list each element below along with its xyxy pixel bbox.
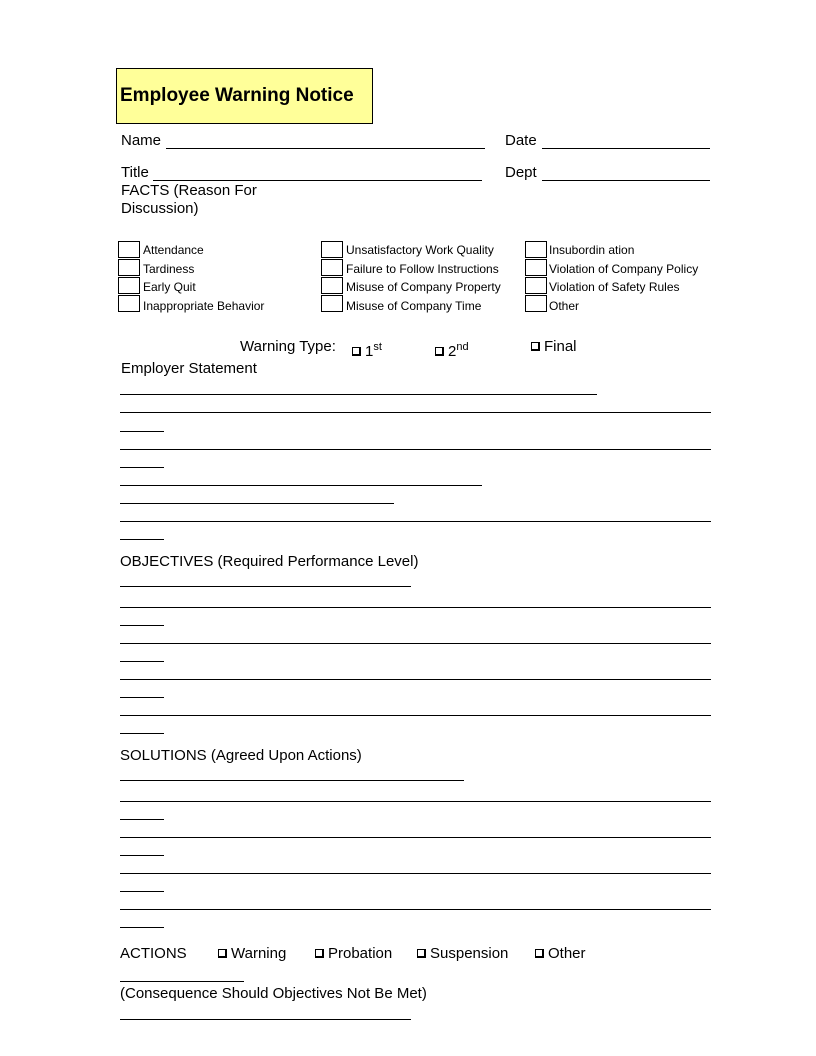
employer-statement-label: Employer Statement xyxy=(121,360,257,377)
solutions-line[interactable] xyxy=(120,837,711,838)
checkbox-other-reason[interactable] xyxy=(525,295,547,312)
solutions-sub: (Agreed Upon Actions) xyxy=(210,747,362,764)
checkbox-insubordination[interactable] xyxy=(525,241,547,258)
actions-line[interactable] xyxy=(120,981,244,982)
title-box xyxy=(116,68,373,124)
action-probation-option[interactable]: Probation xyxy=(315,945,392,963)
objectives-line[interactable] xyxy=(120,661,164,662)
checkbox-icon[interactable] xyxy=(531,342,540,351)
warning-second-option[interactable]: 2nd xyxy=(435,338,469,361)
statement-line[interactable] xyxy=(120,467,164,468)
solutions-line[interactable] xyxy=(120,819,164,820)
statement-line[interactable] xyxy=(120,521,711,522)
checkbox-failure-to-follow-instructions[interactable] xyxy=(321,259,343,276)
facts-sub-2: Discussion) xyxy=(121,200,199,217)
objectives-line[interactable] xyxy=(120,715,711,716)
facts-heading-line xyxy=(121,182,257,200)
statement-line[interactable] xyxy=(120,431,164,432)
solutions-line[interactable] xyxy=(120,909,711,910)
checkbox-unsatisfactory-work-quality[interactable] xyxy=(321,241,343,258)
solutions-heading-line xyxy=(120,747,362,765)
name-label: Name xyxy=(121,132,162,149)
objectives-heading-line xyxy=(120,553,418,571)
solutions-heading: SOLUTIONS xyxy=(120,747,207,764)
checkbox-violation-safety-rules[interactable] xyxy=(525,277,547,294)
objectives-line[interactable] xyxy=(120,733,164,734)
objectives-line[interactable] xyxy=(120,586,411,587)
objectives-sub: (Required Performance Level) xyxy=(217,553,419,570)
checkbox-misuse-company-time[interactable] xyxy=(321,295,343,312)
consequence-line[interactable] xyxy=(120,1019,411,1020)
checkbox-icon[interactable] xyxy=(535,949,544,958)
statement-line[interactable] xyxy=(120,485,482,486)
objectives-heading: OBJECTIVES xyxy=(120,553,214,570)
solutions-line[interactable] xyxy=(120,873,711,874)
reason-label: Other xyxy=(549,299,580,313)
checkbox-icon[interactable] xyxy=(417,949,426,958)
reason-label: Inappropriate Behavior xyxy=(143,299,265,313)
dept-label: Dept xyxy=(505,164,537,181)
date-label: Date xyxy=(505,132,537,149)
statement-line[interactable] xyxy=(120,449,711,450)
reason-label: Insubordin ation xyxy=(549,243,635,257)
date-field[interactable] xyxy=(542,148,710,149)
reason-label: Tardiness xyxy=(143,262,195,276)
title-label: Title xyxy=(121,164,149,181)
facts-heading: FACTS xyxy=(121,182,170,199)
checkbox-early-quit[interactable] xyxy=(118,277,140,294)
solutions-line[interactable] xyxy=(120,855,164,856)
checkbox-tardiness[interactable] xyxy=(118,259,140,276)
reason-label: Failure to Follow Instructions xyxy=(346,262,499,276)
solutions-line[interactable] xyxy=(120,801,711,802)
reason-label: Early Quit xyxy=(143,280,196,294)
objectives-line[interactable] xyxy=(120,625,164,626)
title-field[interactable] xyxy=(153,180,482,181)
name-field[interactable] xyxy=(166,148,485,149)
statement-line[interactable] xyxy=(120,394,597,395)
action-warning-option[interactable]: Warning xyxy=(218,945,286,963)
checkbox-icon[interactable] xyxy=(435,347,444,356)
checkbox-icon[interactable] xyxy=(218,949,227,958)
checkbox-icon[interactable] xyxy=(352,347,361,356)
warning-type-label: Warning Type: xyxy=(240,338,336,355)
objectives-line[interactable] xyxy=(120,679,711,680)
dept-field[interactable] xyxy=(542,180,710,181)
solutions-line[interactable] xyxy=(120,780,464,781)
action-suspension-option[interactable]: Suspension xyxy=(417,945,508,963)
solutions-line[interactable] xyxy=(120,891,164,892)
reason-label: Misuse of Company Property xyxy=(346,280,501,294)
solutions-line[interactable] xyxy=(120,927,164,928)
checkbox-inappropriate-behavior[interactable] xyxy=(118,295,140,312)
statement-line[interactable] xyxy=(120,412,711,413)
facts-sub-1: (Reason For xyxy=(173,182,257,199)
page-title: Employee Warning Notice xyxy=(120,85,354,106)
reason-label: Attendance xyxy=(143,243,204,257)
reason-label: Violation of Safety Rules xyxy=(549,280,680,294)
checkbox-attendance[interactable] xyxy=(118,241,140,258)
reason-label: Misuse of Company Time xyxy=(346,299,482,313)
warning-final-option[interactable]: Final xyxy=(531,338,577,356)
action-other-option[interactable]: Other xyxy=(535,945,586,963)
objectives-line[interactable] xyxy=(120,643,711,644)
actions-heading: ACTIONS xyxy=(120,945,187,962)
objectives-line[interactable] xyxy=(120,607,711,608)
consequence-label: (Consequence Should Objectives Not Be Met) xyxy=(120,985,427,1002)
checkbox-violation-company-policy[interactable] xyxy=(525,259,547,276)
statement-line[interactable] xyxy=(120,503,394,504)
checkbox-icon[interactable] xyxy=(315,949,324,958)
statement-line[interactable] xyxy=(120,539,164,540)
checkbox-misuse-company-property[interactable] xyxy=(321,277,343,294)
reason-label: Violation of Company Policy xyxy=(549,262,699,276)
reason-label: Unsatisfactory Work Quality xyxy=(346,243,494,257)
objectives-line[interactable] xyxy=(120,697,164,698)
warning-first-option[interactable]: 1st xyxy=(352,338,382,361)
